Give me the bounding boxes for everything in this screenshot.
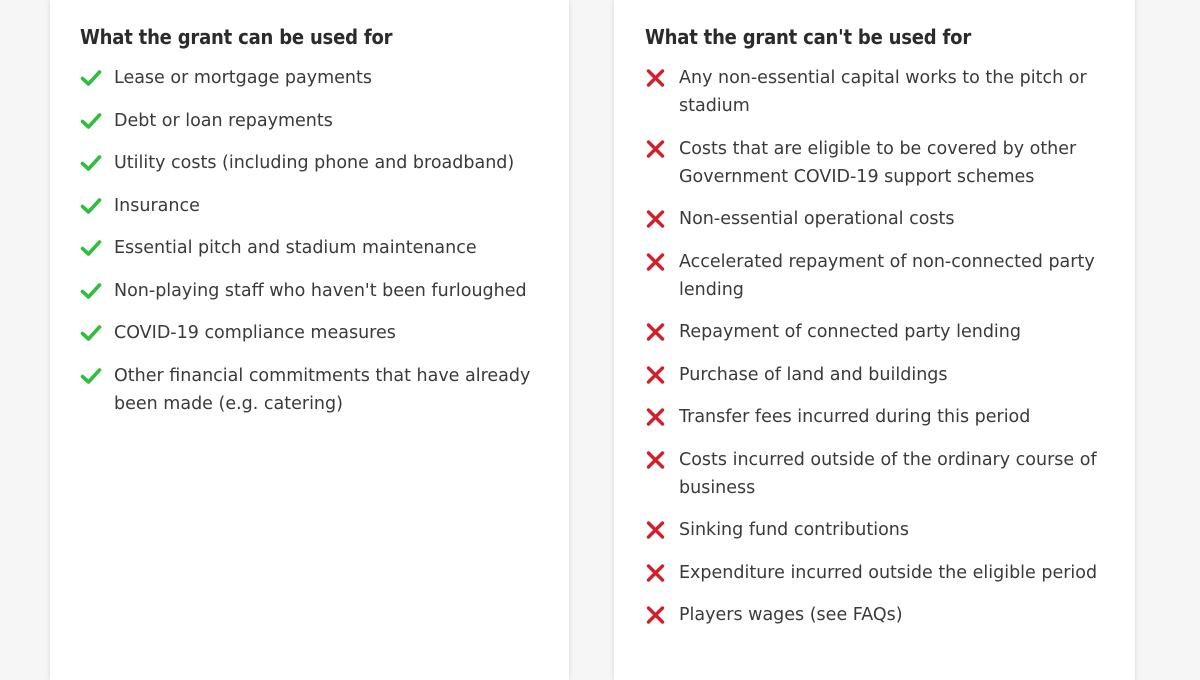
cant-use-item (645, 361, 1115, 389)
grant-can-use-title: What the grant can be used for (80, 25, 393, 49)
grant-can-use-card (50, 0, 569, 680)
cant-use-item-label: Purchase of land and buildings (679, 364, 948, 385)
cant-use-item (645, 516, 1115, 544)
cross-icon (645, 366, 667, 384)
grant-cant-use-card (614, 0, 1135, 680)
cant-use-item (645, 205, 1115, 233)
can-use-item (80, 277, 550, 305)
cross-icon (645, 451, 667, 469)
can-use-item-label: Other financial commitments that have already been made (e.g. catering) (114, 365, 531, 414)
check-icon (80, 112, 102, 130)
cant-use-item-label: Costs incurred outside of the ordinary course of business (679, 449, 1097, 498)
cant-use-item-label: Costs that are eligible to be covered by other Government COVID-19 support schemes (679, 138, 1077, 187)
can-use-item-label: Insurance (114, 195, 200, 216)
cant-use-item (645, 403, 1115, 431)
cant-use-item (645, 248, 1115, 304)
cant-use-item-label: Expenditure incurred outside the eligible period (679, 562, 1098, 583)
cross-icon (645, 606, 667, 624)
can-use-item (80, 192, 550, 220)
cant-use-item (645, 318, 1115, 346)
check-icon (80, 367, 102, 385)
can-use-item-label: Debt or loan repayments (114, 110, 333, 131)
cant-use-item (645, 446, 1115, 502)
grant-cant-use-list (645, 64, 1115, 644)
can-use-item-label: Utility costs (including phone and broadband) (114, 153, 515, 173)
can-use-item (80, 319, 550, 347)
check-icon (80, 282, 102, 300)
check-icon (80, 154, 102, 172)
can-use-item (80, 107, 550, 135)
cross-icon (645, 210, 667, 228)
cant-use-item-label: Accelerated repayment of non-connected party lending (679, 251, 1095, 300)
cant-use-item (645, 135, 1115, 191)
cant-use-item (645, 601, 1115, 629)
cant-use-item-label: Transfer fees incurred during this period (679, 407, 1031, 427)
cross-icon (645, 323, 667, 341)
can-use-item-label: Lease or mortgage payments (114, 68, 372, 88)
can-use-item (80, 64, 550, 92)
can-use-item (80, 362, 550, 418)
check-icon (80, 197, 102, 215)
cant-use-item (645, 64, 1115, 120)
cross-icon (645, 408, 667, 426)
cross-icon (645, 253, 667, 271)
cant-use-item-label: Players wages (see FAQs) (679, 605, 903, 625)
can-use-item-label: Essential pitch and stadium maintenance (114, 238, 477, 258)
can-use-item (80, 234, 550, 262)
can-use-item-label: COVID-19 compliance measures (114, 323, 396, 343)
check-icon (80, 69, 102, 87)
check-icon (80, 239, 102, 257)
can-use-item-label: Non-playing staff who haven't been furloughed (114, 280, 527, 301)
cross-icon (645, 564, 667, 582)
cross-icon (645, 521, 667, 539)
grant-cant-use-title: What the grant can't be used for (645, 25, 971, 49)
cant-use-item-label: Repayment of connected party lending (679, 322, 1021, 342)
can-use-item (80, 149, 550, 177)
cross-icon (645, 69, 667, 87)
cant-use-item (645, 559, 1115, 587)
cross-icon (645, 140, 667, 158)
cant-use-item-label: Non-essential operational costs (679, 209, 955, 229)
grant-can-use-list (80, 64, 550, 432)
cant-use-item-label: Sinking fund contributions (679, 520, 910, 540)
check-icon (80, 324, 102, 342)
cant-use-item-label: Any non-essential capital works to the pitch or stadium (679, 68, 1087, 116)
